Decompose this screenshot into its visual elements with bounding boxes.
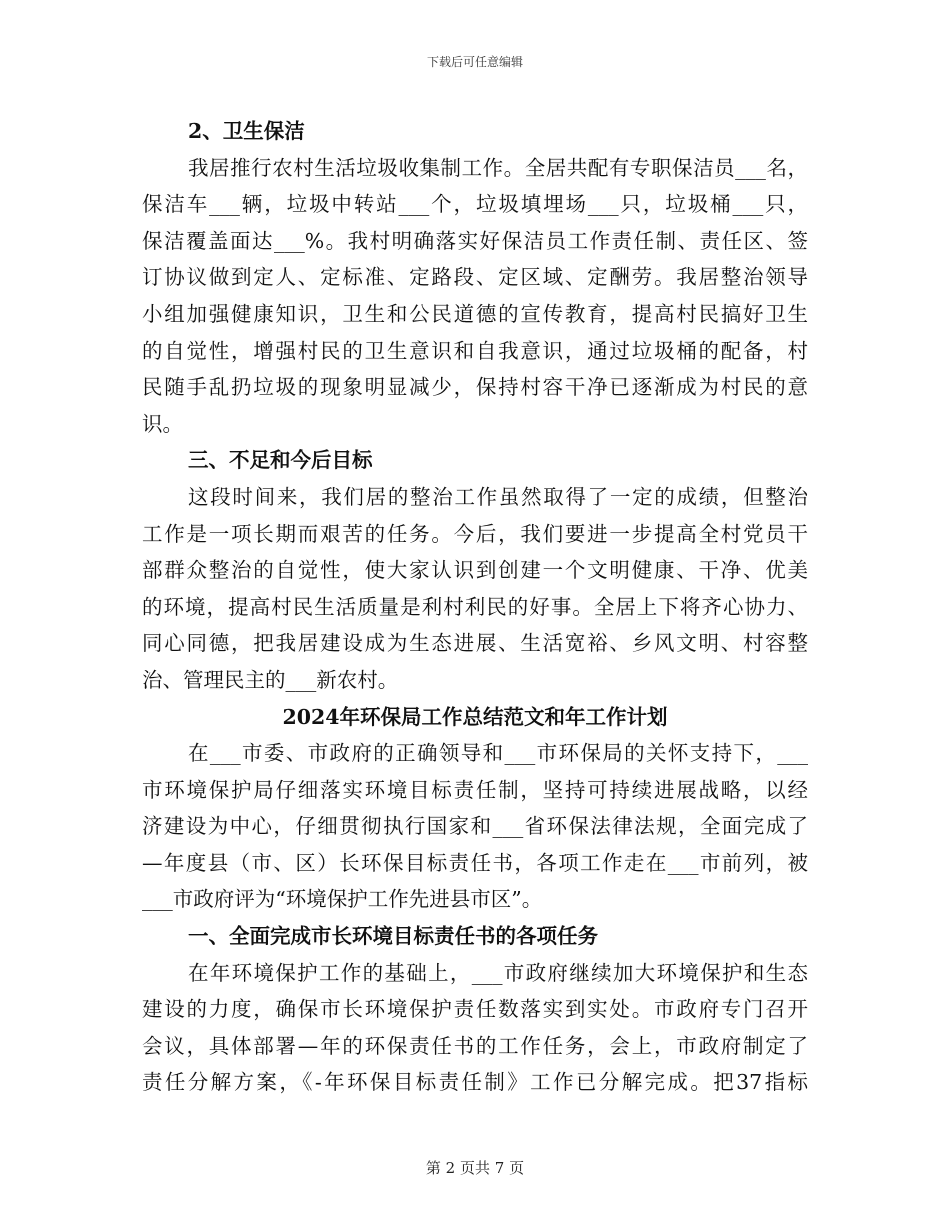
text-line: 建设的力度，确保市长环境保护责任数落实到实处。市政府专门召开 [142,997,808,1022]
text-line: 保洁车___辆，垃圾中转站___个，垃圾填埋场___只，垃圾桶___只， [142,192,808,217]
text-line: 工作是一项长期而艰苦的任务。今后，我们要进一步提高全村党员干 [142,521,808,546]
text-line: 保洁覆盖面达___%。我村明确落实好保洁员工作责任制、责任区、签 [142,228,808,253]
text-line: 我居推行农村生活垃圾收集制工作。全居共配有专职保洁员___名， [188,155,808,180]
text-line: 济建设为中心，仔细贯彻执行国家和___省环保法律法规，全面完成了 [142,814,808,839]
text-line: 治、管理民主的___新农村。 [142,667,399,692]
document-body [142,113,808,1101]
text-line: 部群众整治的自觉性，使大家认识到创建一个文明健康、干净、优美 [142,558,808,583]
text-line: 市环境保护局仔细落实环境目标责任制，坚持可持续进展战略，以经 [142,777,808,802]
text-line: ___市政府评为“环境保护工作先进县市区”。 [142,887,543,912]
section-heading: 一、全面完成市长环境目标责任书的各项任务 [188,924,598,949]
page-footer: 第 2 页共 7 页 [425,1159,525,1177]
section-heading: 2、卫生保洁 [188,119,305,143]
text-line: 民随手乱扔垃圾的现象明显减少，保持村容干净已逐渐成为村民的意 [142,375,808,400]
section-heading: 三、不足和今后目标 [188,448,373,473]
text-line: 的自觉性，增强村民的卫生意识和自我意识，通过垃圾桶的配备，村 [142,338,808,363]
text-line: 小组加强健康知识，卫生和公民道德的宣传教育，提高村民搞好卫生 [142,301,808,326]
text-line: 责任分解方案，《-年环保目标责任制》工作已分解完成。把37指标 [142,1070,808,1095]
text-line: —年度县（市、区）长环保目标责任书，各项工作走在___市前列，被 [142,850,808,875]
text-line: 这段时间来，我们居的整治工作虽然取得了一定的成绩，但整治 [188,484,808,509]
text-line: 同心同德，把我居建设成为生态进展、生活宽裕、乡风文明、村容整 [142,631,808,656]
document-title: 2024年环保局工作总结范文和年工作计划 [282,704,668,729]
text-line: 的环境，提高村民生活质量是利村利民的好事。全居上下将齐心协力、 [142,594,808,619]
text-line: 订协议做到定人、定标准、定路段、定区域、定酬劳。我居整治领导 [142,265,808,290]
text-line: 会议，具体部署—年的环保责任书的工作任务，会上，市政府制定了 [142,1033,808,1058]
text-line: 在年环境保护工作的基础上，___市政府继续加大环境保护和生态 [188,960,808,985]
text-line: 识。 [142,411,183,436]
text-line: 在___市委、市政府的正确领导和___市环保局的关怀支持下，___ [188,741,808,766]
page-header: 下载后可任意编辑 [426,55,523,69]
